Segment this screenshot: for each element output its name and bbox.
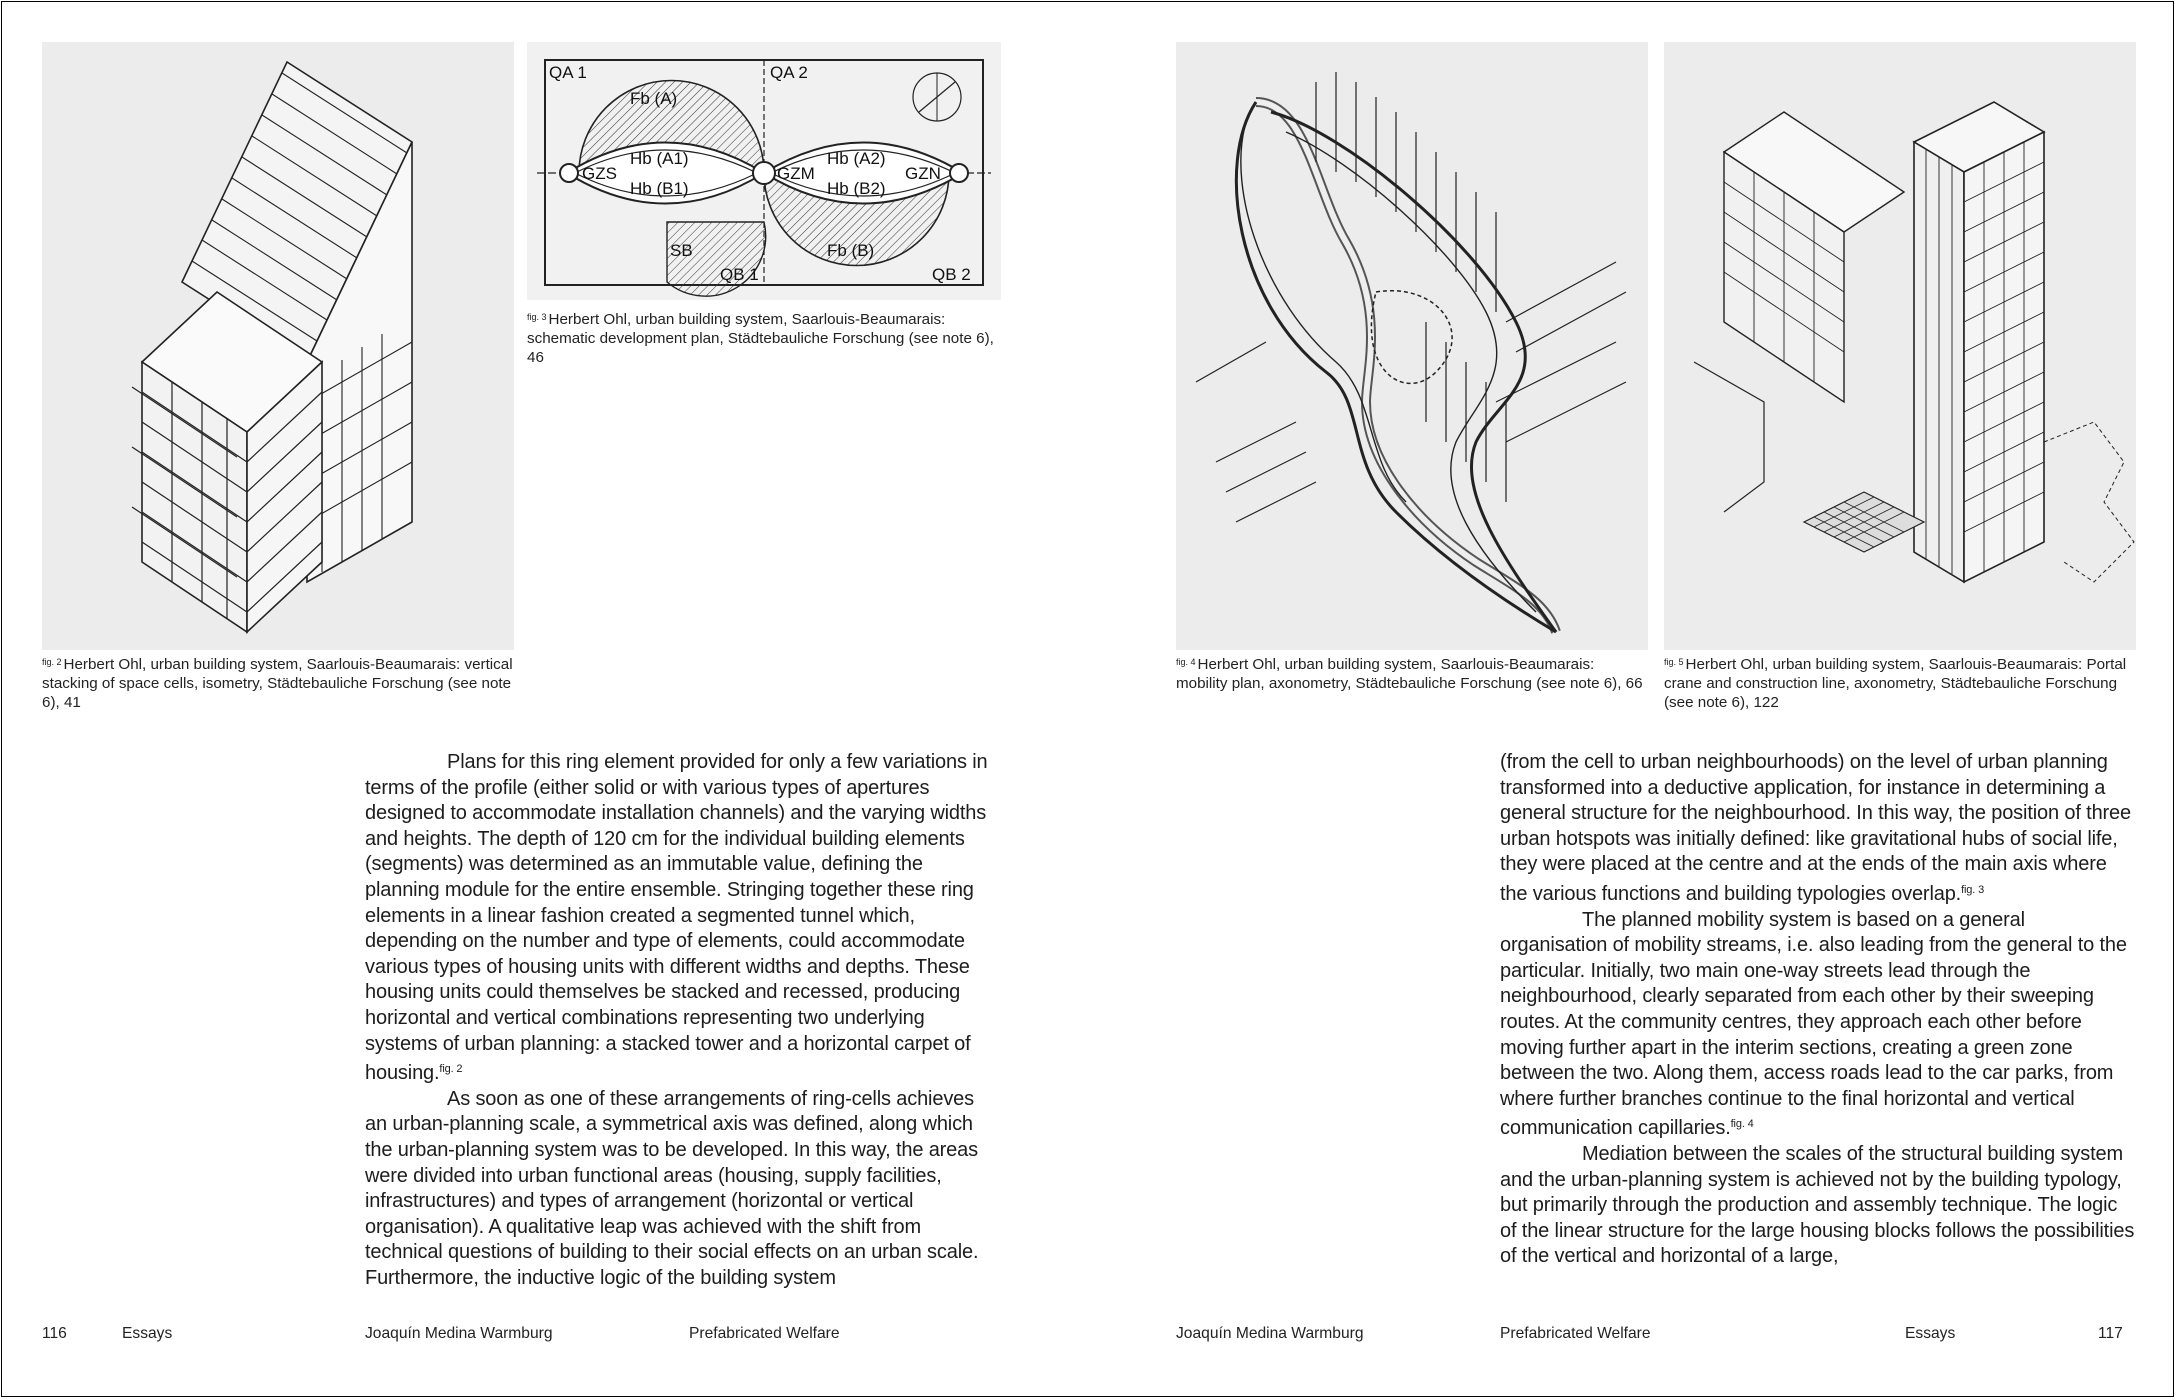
figure-ref: fig. 4 [1176, 657, 1196, 667]
figure-5-portal-crane [1664, 42, 2136, 650]
figure-4-mobility-plan [1176, 42, 1648, 650]
footer-title: Prefabricated Welfare [1500, 1325, 1651, 1342]
label-qa1: QA 1 [549, 63, 587, 82]
footer-section: Essays [1905, 1325, 1956, 1342]
label-qb2: QB 2 [932, 265, 971, 284]
figure-5-caption [1664, 653, 2136, 712]
figure-ref: fig. 2 [42, 657, 62, 667]
label-hba1: Hb (A1) [630, 149, 689, 168]
schematic-plan-drawing [527, 42, 1001, 300]
paragraph-text: The planned mobility system is based on a general organisation of mobility streams, i.e. also leading from the general to the particular. Initially, two main one-way streets lead through the neighbourhood, clearly separated from each other by their sweeping routes. At the community centres, they approach each other before moving further apart in the interim sections, creating a green zone between the two. Along them, access roads lead to the car parks, from where further branches continue to the final horizontal and vertical communication capillaries. [1500, 908, 2127, 1140]
caption-text: Herbert Ohl, urban building system, Saarlouis-Beaumarais: mobility plan, axonometry, Städtebauliche Forschung (see note 6), 66 [1176, 656, 1643, 692]
paragraph-text: Plans for this ring element provided for only a few variations in terms of the profile (either solid or with various types of apertures designed to accommodate installation channels) and the varying widths and heights. The depth of 120 cm for the individual building elements (segments) was determined as an immutable value, defining the planning module for the entire ensemble. Stringing together these ring elements in a linear fashion created a segmented tunnel which, depending on the number and type of elements, could accommodate various types of housing units with different widths and depths. These housing units could themselves be stacked and recessed, producing horizontal and vertical combinations representing two underlying systems of urban planning: a stacked tower and a horizontal carpet of housing. [365, 751, 988, 1085]
figure-2-isometry [42, 42, 514, 650]
footer-author: Joaquín Medina Warmburg [365, 1325, 553, 1342]
figure-ref: fig. 3 [1961, 883, 1985, 896]
paragraph: As soon as one of these arrangements of ring-cells achieves an urban-planning scale, a symmetrical axis was defined, along which the urban-planning system was to be developed. In this way, the areas were divided into urban functional areas (housing, supply facilities, infrastructures) and types of arrangement (horizontal or vertical organisation). A qualitative leap was achieved with the shift from technical questions of building to their social effects on an urban scale. Furthermore, the inductive logic of the building system [365, 1087, 979, 1289]
figure-3-schematic-plan [527, 42, 1001, 300]
footer-section: Essays [122, 1325, 173, 1342]
footer-title: Prefabricated Welfare [689, 1325, 840, 1342]
left-body-text [365, 750, 1001, 1291]
paragraph [1500, 750, 2136, 908]
label-gzm: GZM [777, 164, 815, 183]
paragraph: Mediation between the scales of the structural building system and the urban-planning system is achieved not by the building typology, but primarily through the production and assembly technique. The logic of the linear structure for the large housing blocks follows the possibilities of the vertical and horizontal of a large, [1500, 1142, 2135, 1268]
label-fba: Fb (A) [630, 89, 678, 108]
mobility-plan-drawing [1176, 42, 1648, 650]
figure-3-caption [527, 308, 1001, 367]
label-qa2: QA 2 [770, 63, 808, 82]
footer-page-number: 116 [42, 1325, 67, 1342]
caption-text: Herbert Ohl, urban building system, Saarlouis-Beaumarais: Portal crane and construction line, axonometry, Städtebauliche Forschung (see note 6), 122 [1664, 656, 2127, 711]
label-gzn: GZN [905, 164, 941, 183]
label-gzs: GZS [582, 164, 617, 183]
label-hbb2: Hb (B2) [827, 179, 886, 198]
paragraph [365, 750, 1001, 1087]
figure-ref: fig. 3 [527, 312, 547, 322]
footer-author: Joaquín Medina Warmburg [1176, 1325, 1364, 1342]
figure-ref: fig. 5 [1664, 657, 1684, 667]
label-hbb1: Hb (B1) [630, 179, 689, 198]
figure-2-caption [42, 653, 514, 712]
label-qb1: QB 1 [720, 265, 759, 284]
figure-4-caption [1176, 653, 1648, 693]
caption-text: Herbert Ohl, urban building system, Saarlouis-Beaumarais: vertical stacking of space cells, isometry, Städtebauliche Forschung (see note 6), 41 [42, 656, 513, 711]
paragraph-text: (from the cell to urban neighbourhoods) on the level of urban planning transformed into a deductive application, for instance in determining a general structure for the neighbourhood. In this way, the position of three urban hotspots was initially defined: like gravitational hubs of social life, they were placed at the centre and at the ends of the main axis where the various functions and building typologies overlap. [1500, 751, 2131, 905]
right-body-text [1500, 750, 2136, 1270]
stacked-cells-drawing [42, 42, 514, 650]
paragraph [1500, 908, 2136, 1142]
label-sb: SB [670, 241, 693, 260]
caption-text: Herbert Ohl, urban building system, Saarlouis-Beaumarais: schematic development plan, Städtebauliche Forschung (see note 6), 46 [527, 311, 994, 366]
footer-page-number: 117 [2098, 1325, 2123, 1342]
figure-ref: fig. 2 [439, 1063, 463, 1076]
portal-crane-drawing [1664, 42, 2136, 650]
label-hba2: Hb (A2) [827, 149, 886, 168]
figure-ref: fig. 4 [1730, 1118, 1754, 1131]
label-fbb: Fb (B) [827, 241, 875, 260]
